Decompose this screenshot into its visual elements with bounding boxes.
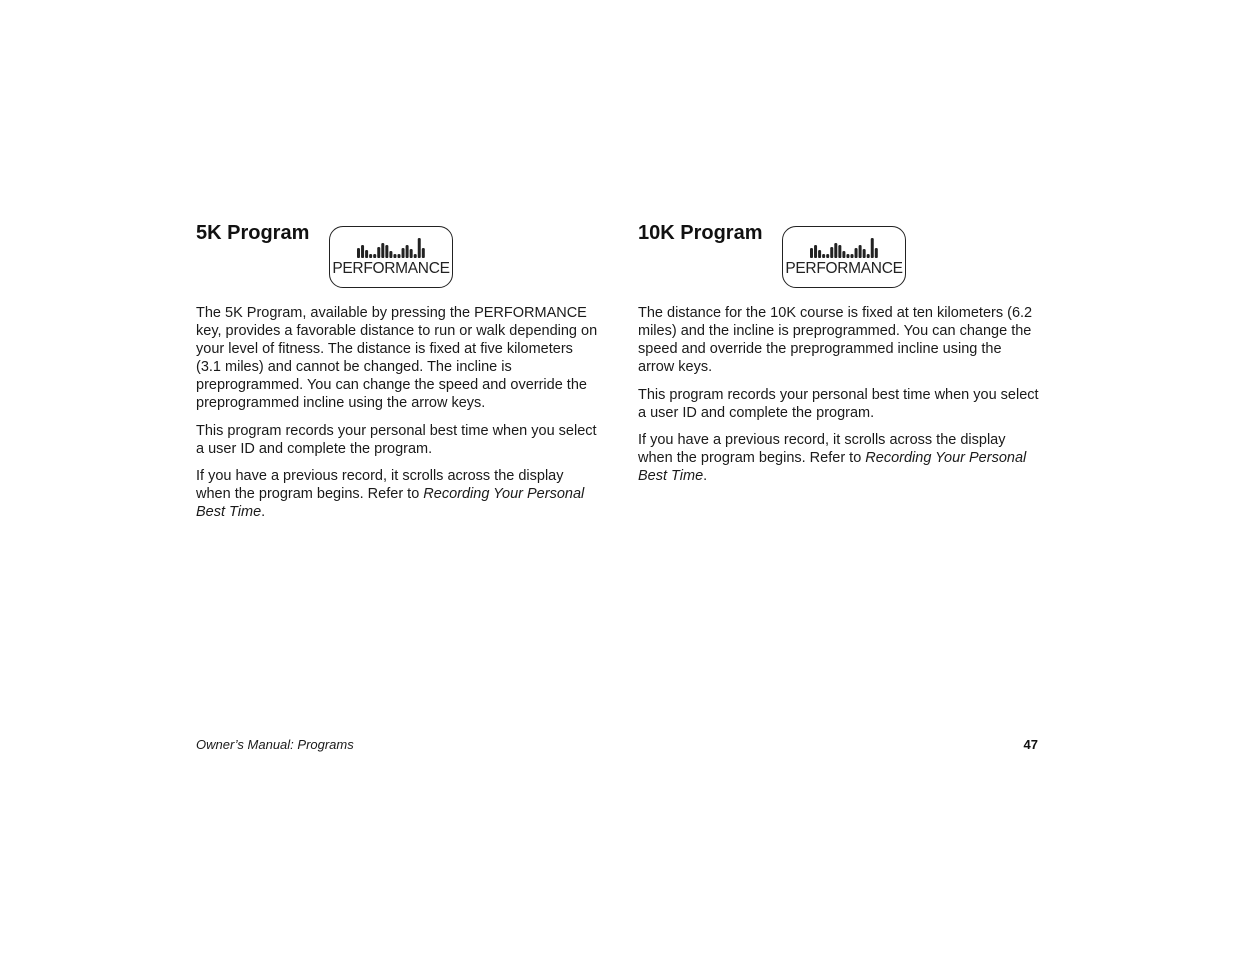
performance-key-label: PERFORMANCE bbox=[332, 260, 450, 277]
paragraph-text: If you have a previous record, it scrolls across the display when the program begins. Refer to bbox=[638, 432, 1006, 466]
cross-reference: Recording Your Personal Best Time bbox=[638, 450, 1027, 484]
paragraph bbox=[638, 431, 1040, 485]
performance-bars-icon bbox=[357, 236, 427, 260]
section-header bbox=[196, 218, 598, 296]
section-title: 5K Program bbox=[196, 222, 310, 244]
section-header bbox=[638, 218, 1040, 296]
paragraph: The 5K Program, available by pressing the PERFORMANCE key, provides a favorable distance to run or walk depending on your level of fitness. The distance is fixed at five kilometers (3.1 miles) and cannot be changed. The incline is preprogrammed. You can change the speed and override the preprogrammed incline using the arrow keys. bbox=[196, 305, 598, 411]
performance-key bbox=[329, 226, 453, 288]
section-body bbox=[196, 304, 598, 521]
paragraph-end: . bbox=[261, 504, 266, 520]
paragraph-end: . bbox=[703, 468, 708, 484]
section-10k-program bbox=[638, 218, 1040, 495]
page-number: 47 bbox=[1023, 737, 1038, 752]
paragraph: This program records your personal best time when you select a user ID and complete the program. bbox=[638, 386, 1039, 421]
paragraph-text: If you have a previous record, it scrolls across the display when the program begins. Refer to bbox=[196, 468, 564, 502]
section-body bbox=[638, 304, 1040, 485]
performance-key-label: PERFORMANCE bbox=[785, 260, 903, 277]
section-title: 10K Program bbox=[638, 222, 763, 244]
paragraph: This program records your personal best time when you select a user ID and complete the program. bbox=[196, 422, 597, 457]
footer-title: Owner’s Manual: Programs bbox=[196, 737, 354, 752]
performance-key bbox=[782, 226, 906, 288]
section-5k-program bbox=[196, 218, 598, 531]
performance-bars-icon bbox=[810, 236, 880, 260]
paragraph: The distance for the 10K course is fixed at ten kilometers (6.2 miles) and the incline is preprogrammed. You can change the speed and override the preprogrammed incline using the arrow keys. bbox=[638, 305, 1033, 375]
cross-reference: Recording Your Personal Best Time bbox=[196, 486, 585, 520]
paragraph bbox=[196, 467, 598, 521]
